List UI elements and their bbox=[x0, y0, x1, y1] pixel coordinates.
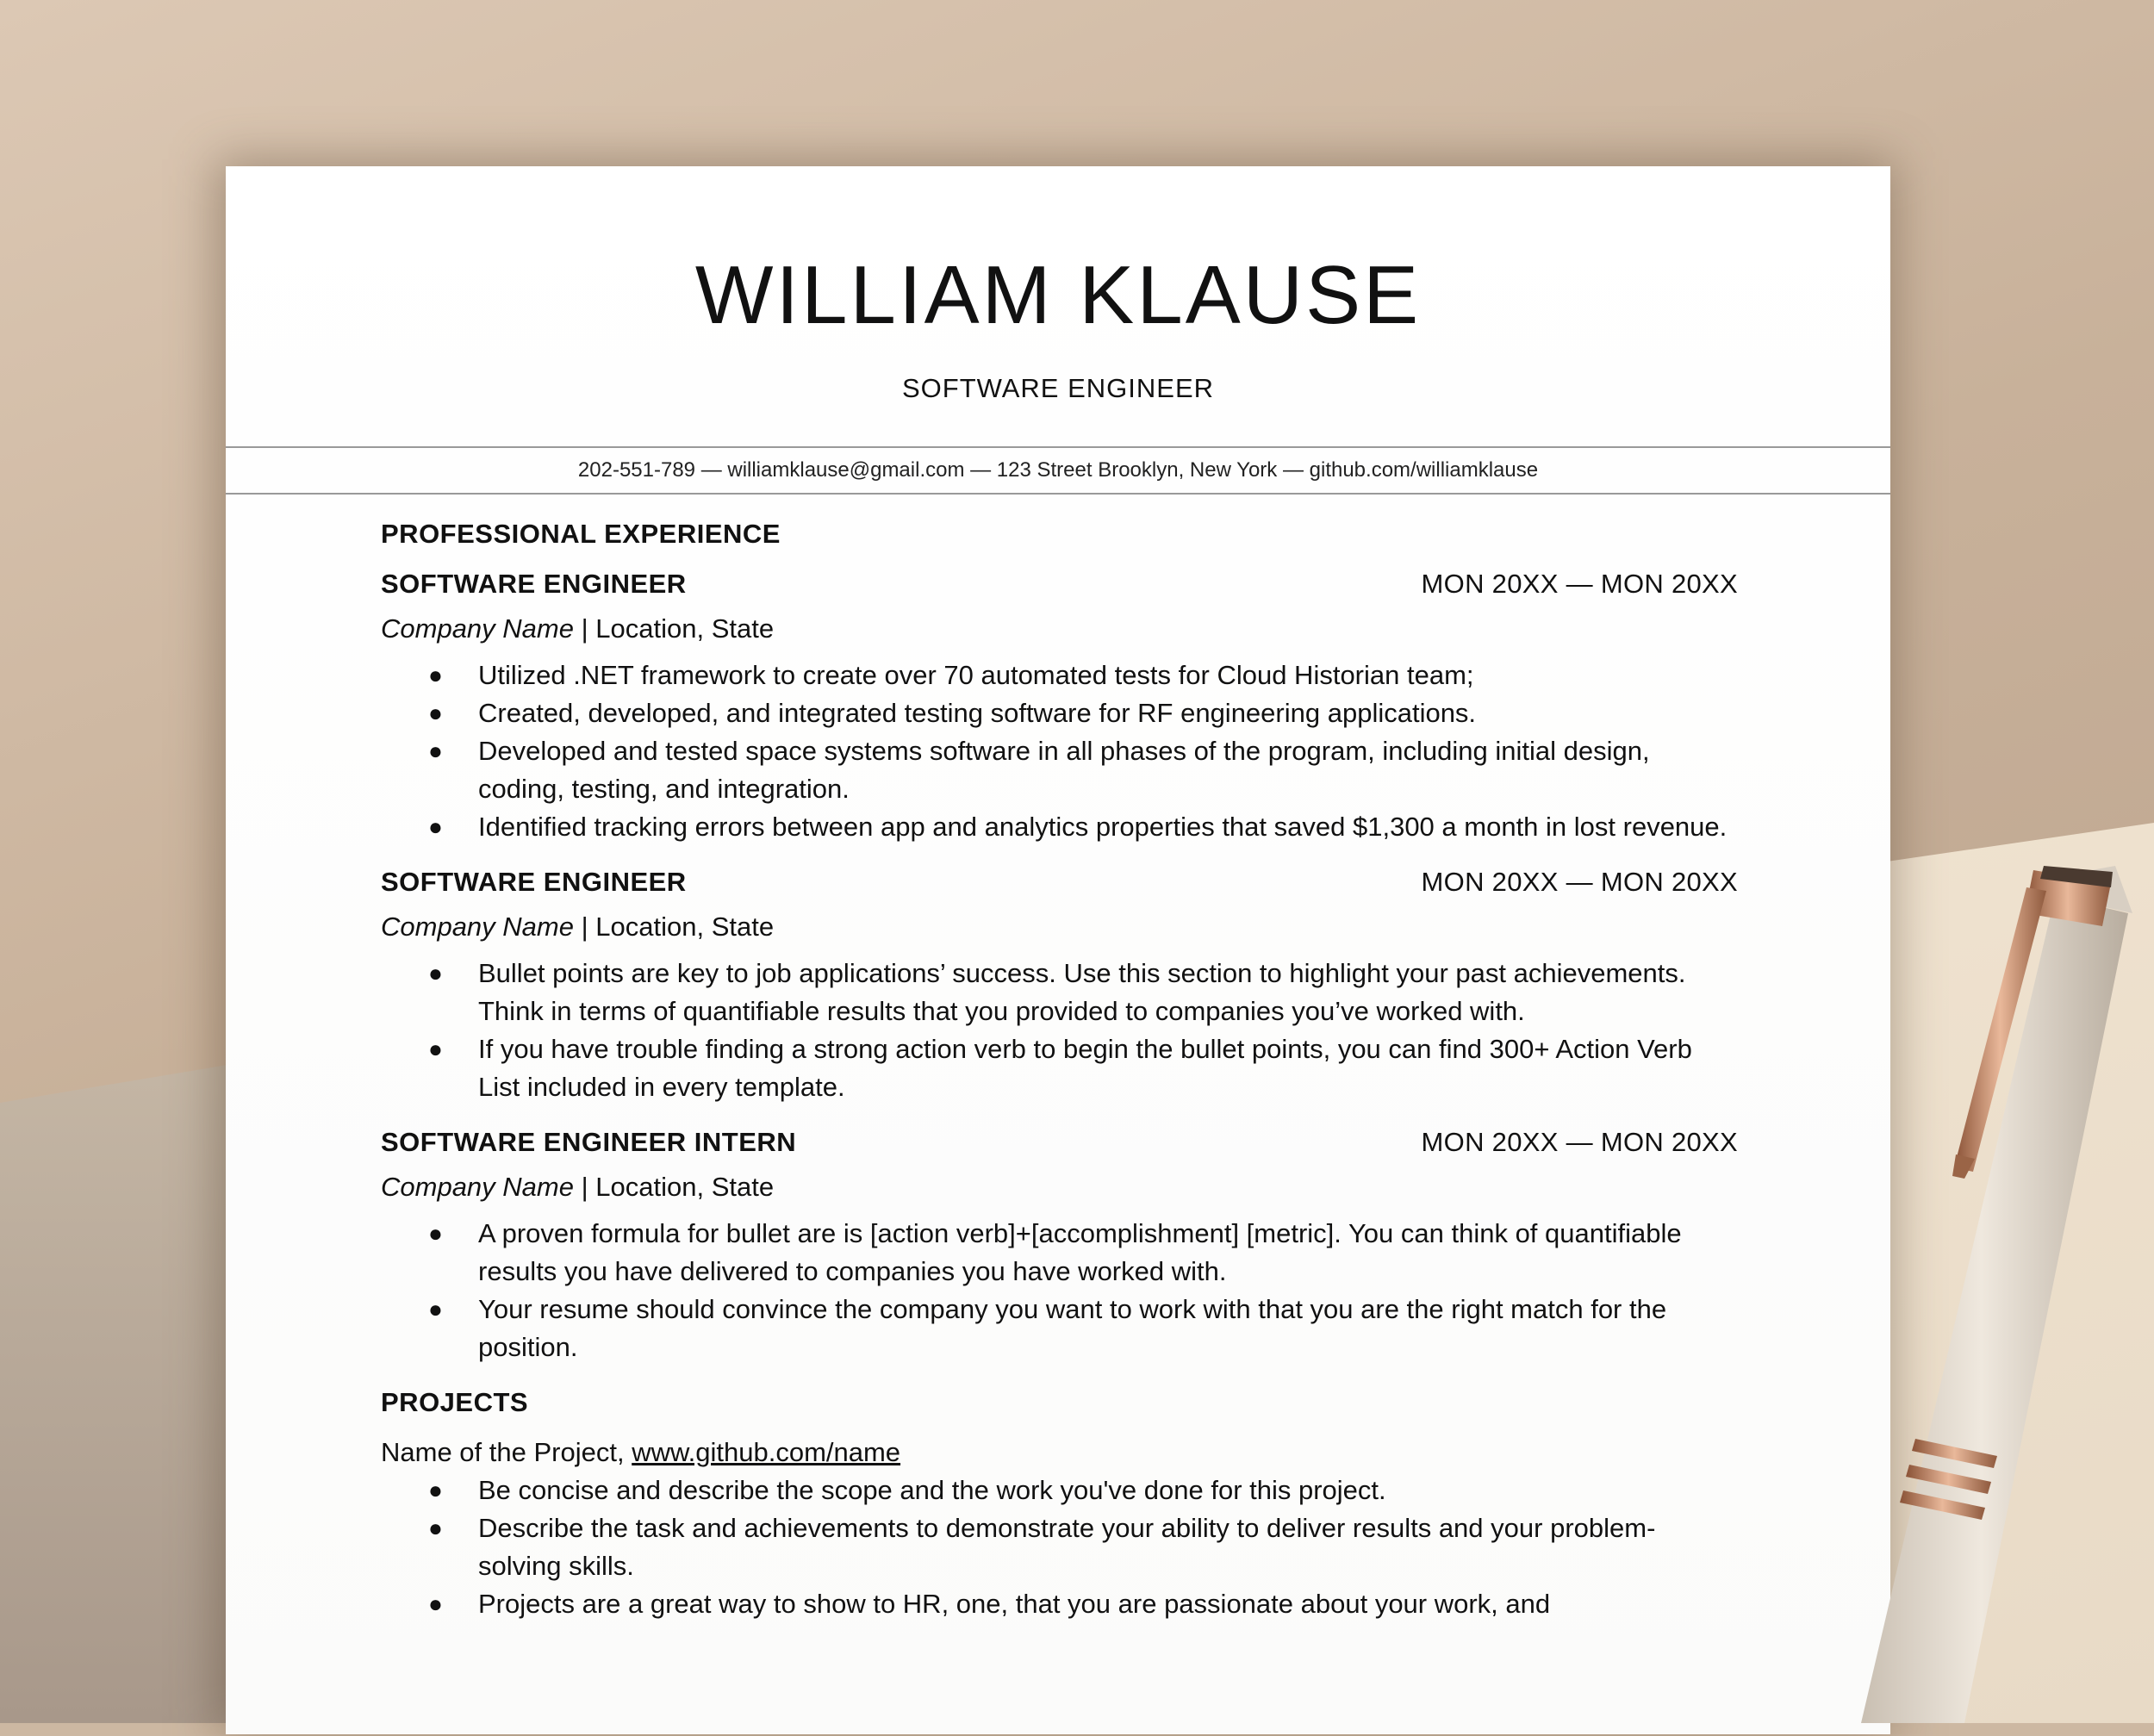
list-item bbox=[428, 1509, 1738, 1585]
bullet-icon: ● bbox=[428, 737, 443, 764]
bullet-text: Bullet points are key to job applications’ success. Use this section to highlight your past achievements. Think in terms of quantifiable results that you provided to companies you’ve worked with. bbox=[478, 958, 1686, 1026]
list-item bbox=[428, 1030, 1738, 1106]
list-item bbox=[428, 808, 1738, 846]
job-title: SOFTWARE ENGINEER bbox=[381, 569, 687, 599]
bullet-text: Utilized .NET framework to create over 70 automated tests for Cloud Historian team; bbox=[478, 660, 1474, 690]
job-dates: MON 20XX — MON 20XX bbox=[1421, 867, 1738, 897]
list-item bbox=[428, 955, 1738, 1030]
bullet-text: If you have trouble finding a strong action verb to begin the bullet points, you can find 300+ Action Verb List included in every template. bbox=[478, 1034, 1692, 1102]
job-header bbox=[381, 1123, 1738, 1161]
bullet-icon: ● bbox=[428, 1036, 443, 1062]
bullet-text: Created, developed, and integrated testing software for RF engineering applications. bbox=[478, 698, 1477, 728]
job-entry bbox=[381, 1123, 1738, 1366]
list-item bbox=[428, 1215, 1738, 1291]
bullet-icon: ● bbox=[428, 1515, 443, 1541]
contact-line: 202-551-789 — williamklause@gmail.com — 123 Street Brooklyn, New York — github.com/williamklause bbox=[226, 446, 1890, 495]
job-bullets bbox=[381, 955, 1738, 1106]
resume-page bbox=[226, 166, 1890, 1734]
job-location: | Location, State bbox=[573, 912, 775, 942]
job-company-line bbox=[381, 908, 1738, 946]
bullet-icon: ● bbox=[428, 1590, 443, 1617]
bullet-text: Describe the task and achievements to demonstrate your ability to deliver results and your problem-solving skills. bbox=[478, 1513, 1656, 1581]
candidate-name: WILLIAM KLAUSE bbox=[694, 249, 1422, 341]
bullet-icon: ● bbox=[428, 662, 443, 688]
job-title: SOFTWARE ENGINEER INTERN bbox=[381, 1127, 797, 1157]
bullet-text: Your resume should convince the company you want to work with that you are the right match for the position. bbox=[478, 1294, 1667, 1362]
job-location: | Location, State bbox=[573, 1172, 775, 1202]
job-title: SOFTWARE ENGINEER bbox=[381, 867, 687, 897]
job-dates: MON 20XX — MON 20XX bbox=[1421, 1127, 1738, 1157]
company-name: Company Name bbox=[381, 613, 574, 644]
job-dates: MON 20XX — MON 20XX bbox=[1421, 569, 1738, 599]
list-item bbox=[428, 1291, 1738, 1366]
bullet-icon: ● bbox=[428, 813, 443, 840]
list-item bbox=[428, 656, 1738, 694]
bullet-text: Identified tracking errors between app and analytics properties that saved $1,300 a month in lost revenue. bbox=[478, 812, 1728, 842]
job-company-line bbox=[381, 610, 1738, 648]
list-item bbox=[428, 732, 1738, 808]
bullet-text: A proven formula for bullet are is [action verb]+[accomplishment] [metric]. You can think of quantifiable results you have delivered to companies you have worked with. bbox=[478, 1218, 1682, 1286]
job-bullets bbox=[381, 656, 1738, 846]
list-item bbox=[428, 694, 1738, 732]
bullet-icon: ● bbox=[428, 960, 443, 986]
resume-body bbox=[381, 515, 1738, 1640]
bullet-icon: ● bbox=[428, 700, 443, 726]
list-item bbox=[428, 1472, 1738, 1509]
job-entry bbox=[381, 863, 1738, 1106]
project-heading bbox=[381, 1434, 1738, 1472]
job-bullets bbox=[381, 1215, 1738, 1366]
company-name: Company Name bbox=[381, 912, 574, 942]
job-header bbox=[381, 863, 1738, 901]
list-item bbox=[428, 1585, 1738, 1623]
bullet-text: Projects are a great way to show to HR, one, that you are passionate about your work, and bbox=[478, 1589, 1551, 1619]
project-name: Name of the Project, bbox=[381, 1437, 632, 1467]
project-bullets bbox=[381, 1472, 1738, 1623]
bullet-icon: ● bbox=[428, 1296, 443, 1322]
company-name: Company Name bbox=[381, 1172, 574, 1202]
job-entry bbox=[381, 565, 1738, 846]
bullet-icon: ● bbox=[428, 1477, 443, 1503]
bullet-text: Be concise and describe the scope and the work you've done for this project. bbox=[478, 1475, 1386, 1505]
bullet-text: Developed and tested space systems software in all phases of the program, including initial design, coding, testing, and integration. bbox=[478, 736, 1650, 804]
job-header bbox=[381, 565, 1738, 603]
section-title-projects: PROJECTS bbox=[381, 1387, 529, 1417]
candidate-title: SOFTWARE ENGINEER bbox=[901, 373, 1215, 403]
project-link[interactable]: www.github.com/name bbox=[632, 1437, 901, 1467]
job-company-line bbox=[381, 1168, 1738, 1206]
section-title-experience: PROFESSIONAL EXPERIENCE bbox=[381, 519, 781, 549]
bullet-icon: ● bbox=[428, 1220, 443, 1247]
job-location: | Location, State bbox=[573, 613, 775, 644]
